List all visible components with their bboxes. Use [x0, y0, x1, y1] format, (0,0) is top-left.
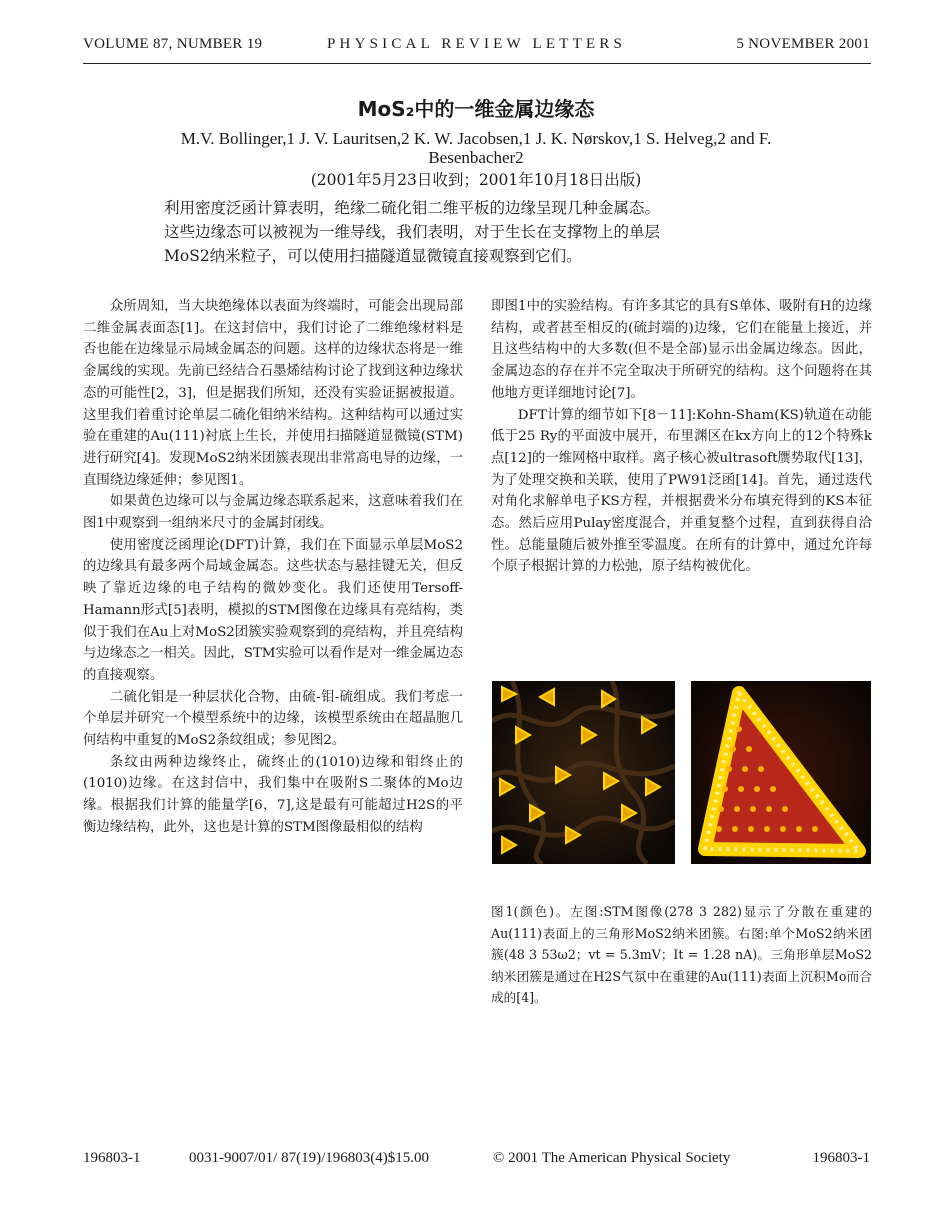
stm-overview-graphic — [492, 681, 675, 864]
stm-cluster-graphic — [691, 681, 871, 864]
journal-volume: VOLUME 87, NUMBER 19 — [83, 36, 263, 52]
footer-doi: 0031-9007/01/ 87(19)/196803(4)$15.00 — [189, 1150, 429, 1166]
paragraph: 众所周知，当大块绝缘体以表面为终端时，可能会出现局部二维金属表面态[1]。在这封信中，我们讨论了二维绝缘材料是否也能在边缘显示局域金属态的问题。这样的边缘状态将是一维金属线的实现。先前已经结合石墨烯结构讨论了找到这种边缘状态的可能性[2，3]，但是据我们所知，还没有实验证据被报道。这里我们着重讨论单层二硫化钼纳米结构。这种结构可以通过实验在重建的Au(111)衬底上生长，并使用扫描隧道显微镜(STM)进行研究[4]。发现MoS2纳米团簇表现出非常高电导的边缘，一直围绕边缘延伸；参见图1。 — [83, 299, 463, 488]
abstract — [164, 196, 792, 268]
paragraph: 如果黄色边缘可以与金属边缘态联系起来，这意味着我们在图1中观察到一组纳米尺寸的金属封闭线。 — [83, 494, 463, 532]
issue-date: 5 NOVEMBER 2001 — [736, 36, 870, 52]
paragraph: 二硫化钼是一种层状化合物，由硫-钼-硫组成。我们考虑一个单层并研究一个模型系统中的边缘，该模型系统由在超晶胞几何结构中重复的MoS2条纹组成；参见图2。 — [83, 689, 463, 749]
received-published-dates: (2001年5月23日收到；2001年10月18日出版) — [310, 171, 642, 189]
abstract-line: 利用密度泛函计算表明，绝缘二硫化钼二维平板的边缘呈现几种金属态。 — [164, 199, 661, 217]
paragraph: 条纹由两种边缘终止，硫终止的(1010)边缘和钼终止的(1010)边缘。在这封信中，我们集中在吸附S二聚体的Mo边缘。根据我们计算的能量学[6，7],这是最有可能超过H2S的平衡边缘结构，此外，这也是计算的STM图像最相似的结构 — [83, 754, 463, 835]
stm-image-overview — [492, 681, 675, 864]
figure-caption: 图1(颜色)。左图:STM图像(278 3 282)显示了分散在重建的Au(111)表面上的三角形MoS2纳米团簇。右图:单个MoS2纳米团簇(48 3 53ω2；vt = 5.3mV；It = 1.28 nA)。三角形单层MoS2纳米团簇是通过在H2S气氛中在重建的Au(111)表面上沉积Mo而合成的[4]。 — [491, 904, 872, 1005]
paragraph: 使用密度泛函理论(DFT)计算，我们在下面显示单层MoS2的边缘具有最多两个局域金属态。这些状态与悬挂键无关，但反映了靠近边缘的电子结构的微妙变化。我们还使用Tersoff-Hamann形式[5]表明，模拟的STM图像在边缘具有亮结构，类似于我们在Au上对MoS2团簇实验观察到的亮结构，并且亮结构与边缘态之一相关。因此，STM实验可以看作是对一维金属边态的直接观察。 — [83, 537, 463, 683]
paper-title: MoS₂中的一维金属边缘态 — [357, 97, 595, 121]
left-column — [83, 296, 463, 839]
header-rule — [83, 63, 871, 64]
abstract-line: 这些边缘态可以被视为一维导线，我们表明，对于生长在支撑物上的单层 — [164, 223, 661, 241]
journal-name: PHYSICAL REVIEW LETTERS — [327, 36, 627, 52]
paragraph: 即图1中的实验结构。有许多其它的具有S单体、吸附有H的边缘结构，或者甚至相反的(硫封端的)边缘，它们在能量上接近，并且这些结构中的大多数(但不是全部)显示出金属边缘态。因此，金属边态的存在并不完全取决于所研究的结构。这个问题将在其他地方更详细地讨论[7]。 — [491, 299, 872, 401]
abstract-line: MoS2纳米粒子，可以使用扫描隧道显微镜直接观察到它们。 — [164, 247, 582, 265]
paragraph: DFT计算的细节如下[8－11]:Kohn-Sham(KS)轨道在动能低于25 Ry的平面波中展开，布里渊区在kx方向上的12个特殊k点[12]的一维网格中取样。离子核心被ultrasoft赝势取代[13]，为了处理交换和关联，使用了PW91泛函[14]。首先，通过迭代对角化求解单电子KS方程，并根据费米分布填充得到的KS本征态。然后应用Pulay密度混合，并重复整个过程，直到获得自洽性。总能量随后被外推至零温度。在所有的计算中，通过允许每个原子根据计算的力松弛，原子结构被优化。 — [491, 407, 872, 575]
stm-image-single-cluster — [691, 681, 871, 864]
author-list: M.V. Bollinger,1 J. V. Lauritsen,2 K. W. Jacobsen,1 J. K. Nørskov,1 S. Helveg,2 and F. Besenbacher2 — [180, 129, 772, 167]
footer-page-number-right: 196803-1 — [812, 1150, 870, 1166]
footer-copyright: © 2001 The American Physical Society — [493, 1150, 731, 1166]
right-column — [491, 296, 872, 578]
footer-page-number-left: 196803-1 — [83, 1150, 141, 1166]
